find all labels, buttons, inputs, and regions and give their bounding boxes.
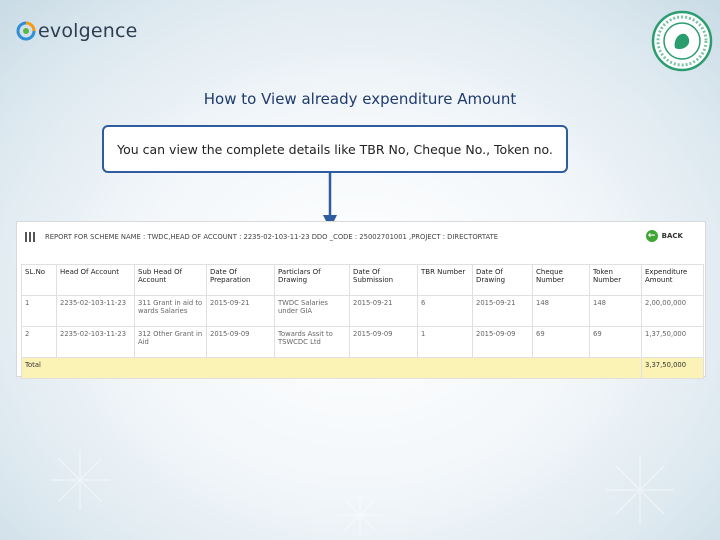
cell-expenditure-amount: 2,00,00,000: [642, 296, 704, 327]
brand-name: evolgence: [38, 20, 138, 42]
cell-tbr-number: 6: [418, 296, 473, 327]
total-label: Total: [22, 358, 642, 379]
col-sub-head-of-account: Sub Head Of Account: [135, 265, 207, 296]
col-sl-no: SL.No: [22, 265, 57, 296]
col-date-of-drawing: Date Of Drawing: [473, 265, 533, 296]
table-row: [22, 296, 704, 327]
cell-date-of-drawing: 2015-09-21: [473, 296, 533, 327]
col-head-of-account: Head Of Account: [57, 265, 135, 296]
cell-sub-head: 311 Grant in aid to wards Salaries: [135, 296, 207, 327]
cell-sl-no: 2: [22, 327, 57, 358]
back-button[interactable]: [646, 230, 683, 242]
evolgence-logo-icon: [16, 21, 36, 41]
cell-cheque-number: 148: [533, 296, 590, 327]
col-cheque-number: Cheque Number: [533, 265, 590, 296]
cell-date-of-submission: 2015-09-21: [350, 296, 418, 327]
col-token-number: Token Number: [590, 265, 642, 296]
col-particulars-of-drawing: Particlars Of Drawing: [275, 265, 350, 296]
cell-date-of-submission: 2015-09-09: [350, 327, 418, 358]
page-title: How to View already expenditure Amount: [203, 90, 517, 108]
back-label: BACK: [661, 232, 683, 240]
evolgence-logo: [16, 16, 138, 46]
cell-particulars: TWDC Salaries under GIA: [275, 296, 350, 327]
cell-token-number: 148: [590, 296, 642, 327]
total-value: 3,37,50,000: [642, 358, 704, 379]
col-date-of-preparation: Date Of Preparation: [207, 265, 275, 296]
expenditure-report-panel: [16, 221, 706, 377]
col-date-of-submission: Date Of Submission: [350, 265, 418, 296]
col-tbr-number: TBR Number: [418, 265, 473, 296]
cell-cheque-number: 69: [533, 327, 590, 358]
grip-icon: [25, 232, 35, 242]
cell-sub-head: 312 Other Grant in Aid: [135, 327, 207, 358]
cell-head-of-account: 2235-02-103-11-23: [57, 296, 135, 327]
total-row: [22, 358, 704, 379]
cell-particulars: Towards Assit to TSWCDC Ltd: [275, 327, 350, 358]
callout-text: You can view the complete details like TBR No, Cheque No., Token no.: [117, 141, 553, 157]
department-seal-icon: [651, 10, 713, 72]
cell-date-of-drawing: 2015-09-09: [473, 327, 533, 358]
table-row: [22, 327, 704, 358]
report-header: [17, 222, 705, 252]
table-header-row: [22, 265, 704, 296]
report-title: REPORT FOR SCHEME NAME : TWDC,HEAD OF ACCOUNT : 2235-02-103-11-23 DDO _CODE : 25002701001 ,PROJECT : DIRECTORTATE: [45, 233, 499, 241]
callout-box: [102, 125, 568, 173]
cell-date-of-preparation: 2015-09-09: [207, 327, 275, 358]
cell-sl-no: 1: [22, 296, 57, 327]
back-arrow-icon: ←: [646, 230, 658, 242]
cell-head-of-account: 2235-02-103-11-23: [57, 327, 135, 358]
cell-tbr-number: 1: [418, 327, 473, 358]
col-expenditure-amount: Expenditure Amount: [642, 265, 704, 296]
cell-token-number: 69: [590, 327, 642, 358]
cell-date-of-preparation: 2015-09-21: [207, 296, 275, 327]
expenditure-table: [21, 264, 704, 379]
cell-expenditure-amount: 1,37,50,000: [642, 327, 704, 358]
